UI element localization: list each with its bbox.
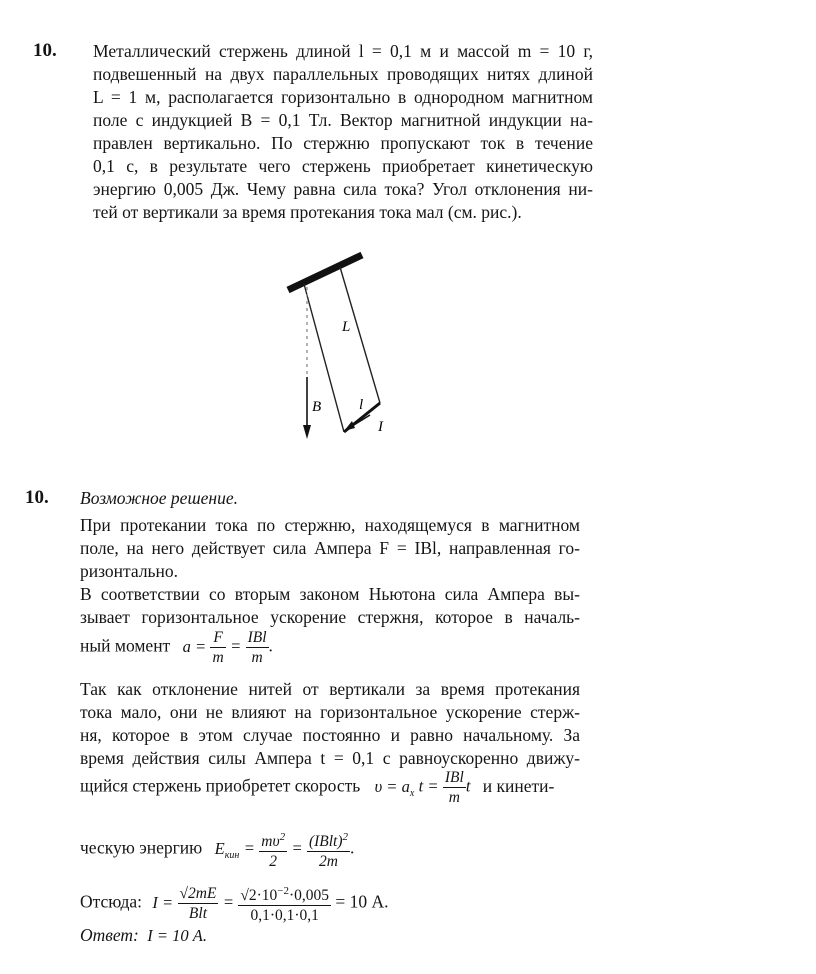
solution-line: поле, на него действует сила Ампера F = IBl, направленная го- bbox=[80, 538, 580, 558]
solution-heading: Возможное решение. bbox=[80, 488, 239, 508]
solution-line-energy: ческую энергию $E_{кин}$ = $\frac{m\upsilon^2}{2}$ = $\frac{(IBlt)^2}{2m}$ . bbox=[80, 828, 354, 871]
eq-a-lhs: a = bbox=[182, 636, 207, 656]
problem-line: 0,1 с, в результате чего стержень приобретает кинетическую bbox=[93, 156, 593, 176]
b-field-arrowhead bbox=[303, 425, 311, 439]
current-arrowhead bbox=[344, 421, 355, 431]
eq-v-sub: x bbox=[409, 788, 415, 800]
solution-line: Так как отклонение нитей от вертикали за время протекания bbox=[80, 679, 580, 699]
answer-label: Ответ: bbox=[80, 925, 139, 945]
problem-line: правлен вертикально. По стержню пропускают ток в течение bbox=[93, 133, 593, 153]
solution-line-velocity bbox=[80, 768, 554, 807]
fraction-ibl-over-m: $\frac{\text{IBl}}{m}$ bbox=[444, 769, 464, 806]
answer-value: I = 10 А. bbox=[147, 926, 207, 945]
eq-i-rhs: = 10 А. bbox=[335, 891, 389, 912]
eq-v-post: t bbox=[465, 776, 471, 796]
eq-v-lhs: υ = a bbox=[374, 776, 410, 796]
solution-line: ня, которое в этом случае постоянно и равно начальному. За bbox=[80, 725, 580, 745]
text-fragment: щийся стержень приобретет скорость bbox=[80, 775, 361, 796]
solution-line: тока мало, они не влияют на горизонтальное ускорение стерж- bbox=[80, 702, 580, 722]
problem-line: энергию 0,005 Дж. Чему равна сила тока? Угол отклонения ни- bbox=[93, 179, 593, 199]
problem-number: 10. bbox=[33, 40, 57, 61]
text-fragment: Отсюда: bbox=[80, 891, 142, 912]
solution-line: В соответствии со вторым законом Ньютона сила Ампера вы- bbox=[80, 584, 580, 604]
eq-e-symbol: E bbox=[214, 838, 225, 858]
fraction-f-over-m: $\frac{F}{m}$ bbox=[212, 629, 224, 666]
problem-line: подвешенный на двух параллельных проводящих нитях длиной bbox=[93, 64, 593, 84]
solution-number: 10. bbox=[25, 487, 49, 508]
thread-right bbox=[340, 267, 380, 403]
solution-line: время действия силы Ампера t = 0,1 с равноускоренно движу- bbox=[80, 748, 580, 768]
label-I: I bbox=[378, 419, 383, 435]
eq-e-sub: кин bbox=[224, 850, 240, 862]
solution-line-accel: ный момент a = $\frac{F}{m}$ = $\frac{\text{IBl}}{m}$ . bbox=[80, 629, 273, 666]
eq-i-lhs: I = bbox=[152, 892, 174, 912]
solution-line: При протекании тока по стержню, находящемуся в магнитном bbox=[80, 515, 580, 535]
text-fragment: ный момент bbox=[80, 635, 171, 656]
solution-line: зывает горизонтальное ускорение стержня, которое в началь- bbox=[80, 607, 580, 627]
text-fragment: и кинети- bbox=[482, 775, 555, 796]
problem-line: Металлический стержень длиной l = 0,1 м и массой m = 10 г, bbox=[93, 41, 593, 61]
problem-line: тей от вертикали за время протекания тока мал (см. рис.). bbox=[93, 202, 522, 222]
solution-line: ризонтально. bbox=[80, 561, 179, 581]
answer-line bbox=[80, 924, 207, 947]
problem-line: L = 1 м, располагается горизонтально в однородном магнитном bbox=[93, 87, 593, 107]
fraction-iblt2-over-2m: $\frac{(IBlt)^2}{2m}$ bbox=[307, 828, 350, 871]
label-l: l bbox=[359, 397, 364, 413]
text-fragment: ческую энергию bbox=[80, 837, 203, 858]
fraction-ibl-over-m: $\frac{\text{IBl}}{m}$ bbox=[247, 629, 267, 666]
thread-left bbox=[304, 284, 344, 432]
problem-line: поле с индукцией B = 0,1 Тл. Вектор магнитной индукции на- bbox=[93, 110, 593, 130]
solution-line-result: Отсюда: I = $\frac{√2mE}{\text{Blt}}$ = $\frac{√2\cdot 10^{-2}\cdot 0,005}{0,1\cdot 0,1\cdot 0,1}$ = 10 А. bbox=[80, 882, 389, 925]
ceiling-support bbox=[288, 255, 362, 290]
pendulum-figure bbox=[270, 245, 410, 455]
fraction-numeric: $\frac{√2\cdot 10^{-2}\cdot 0,005}{0,1\cdot 0,1\cdot 0,1}$ bbox=[238, 882, 331, 925]
label-B: B bbox=[312, 399, 322, 415]
eq-v-mid: t = bbox=[418, 776, 439, 796]
fraction-sqrt2me-over-blt: $\frac{√2mE}{\text{Blt}}$ bbox=[179, 885, 217, 923]
fraction-mv2-over-2: $\frac{m\upsilon^2}{2}$ bbox=[259, 828, 287, 871]
label-L: L bbox=[342, 319, 351, 335]
